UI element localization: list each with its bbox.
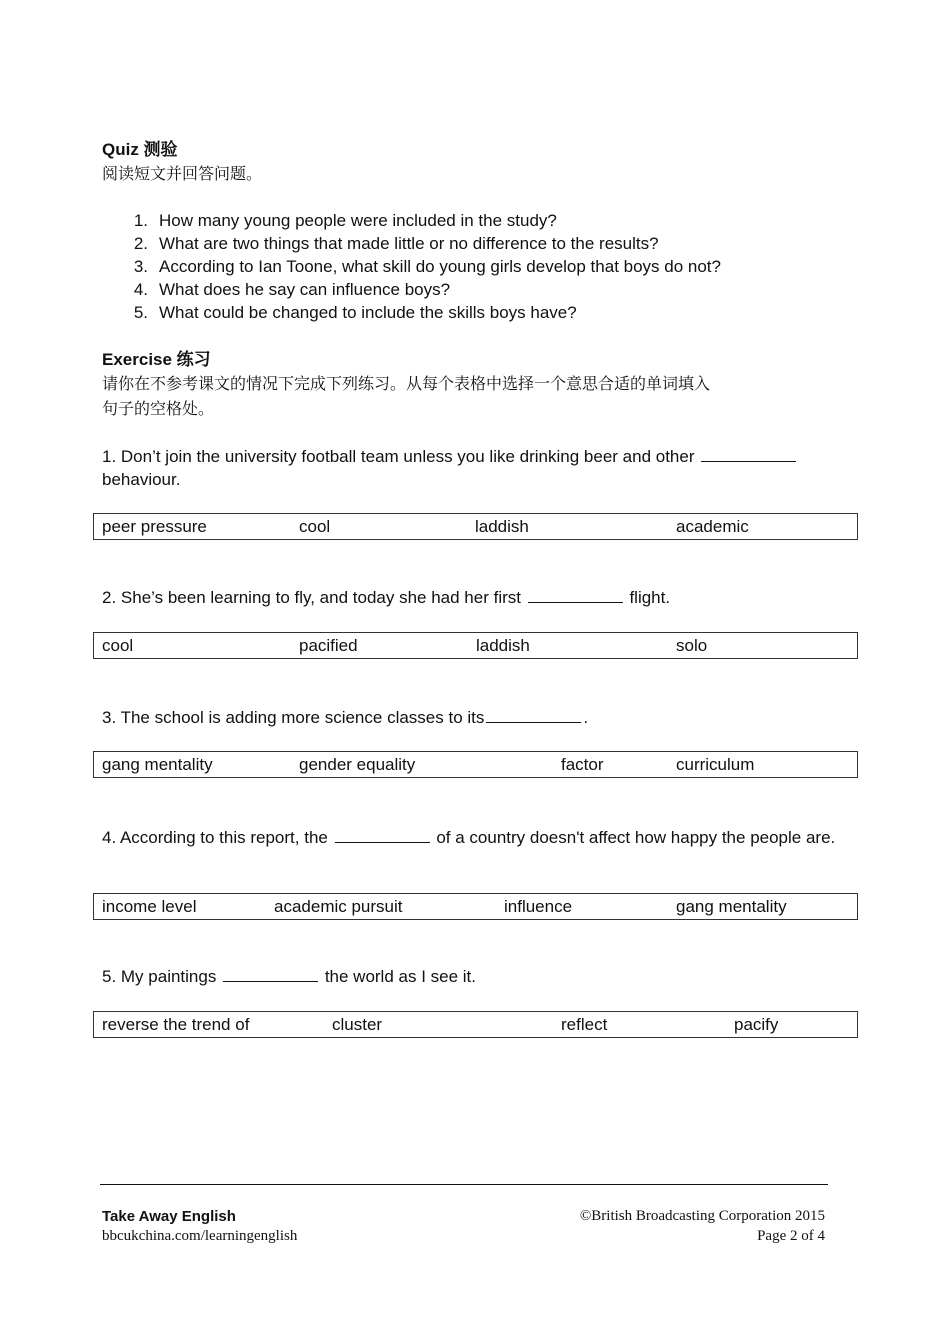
answer-blank <box>223 966 318 982</box>
footer-program-name: Take Away English <box>102 1208 236 1225</box>
exercise-sentence-2: 2. She’s been learning to fly, and today she had her first flight. <box>102 588 671 607</box>
exercise-sentence-3: 3. The school is adding more science classes to its . <box>102 708 589 727</box>
option: gender equality <box>299 755 416 774</box>
option: gang mentality <box>102 755 213 774</box>
option: cool <box>299 517 331 536</box>
option: income level <box>102 897 197 916</box>
option: factor <box>561 755 604 774</box>
quiz-instruction: 阅读短文并回答问题。 <box>102 164 263 183</box>
footer-page-number: Page 2 of 4 <box>757 1228 825 1244</box>
exercise-sentence-1: 1. Don’t join the university football team unless you like drinking beer and other behaviour. <box>102 445 842 491</box>
option: reflect <box>561 1015 608 1034</box>
options-box-1 <box>93 513 858 540</box>
footer-divider <box>100 1184 828 1185</box>
option: influence <box>504 897 573 916</box>
option: cluster <box>332 1015 383 1034</box>
exercise-heading: Exercise 练习 <box>102 350 211 369</box>
options-box-3 <box>93 751 858 778</box>
option: academic <box>676 517 749 536</box>
page: Quiz 测验 阅读短文并回答问题。 1. How many young people were included in the study? 2. What are two things that made little or no difference to the results? 3. According to Ian Toone, what skill do young girls develop that boys do not? 4. What does he say can influence boys? 5. What could be changed to include the skills boys have? Exercise 练习 请你在不参考课文的情况下完成下列练习。从每个表格中选择一个意思合适的单词填入 句子的空格处。 1. Don’t join the university football team unless you like drinking beer and other behaviour. peer pressure cool laddish academic 2. She’s been learning to fly, and today she had her first flight. cool pacified laddish solo 3. The school is adding more science classes to its . gang mentality gender equality factor curriculum 4. According to this report, the of a country doesn't affect how happy the people are. income level academic pursuit influence gang mentality 5. My paintings the world as I see it. reverse the trend of cluster reflect pacify Take Away English bbcukchina.com/learningenglish ©British Broadcasting Corporation 2015 Page 2 of 4 <box>0 0 950 1344</box>
exercise-instruction-line1: 请你在不参考课文的情况下完成下列练习。从每个表格中选择一个意思合适的单词填入 <box>102 374 711 393</box>
quiz-heading: Quiz 测验 <box>102 140 178 159</box>
options-box-2 <box>93 632 858 659</box>
answer-blank <box>528 587 623 603</box>
option: pacified <box>299 636 358 655</box>
options-box-5 <box>93 1011 858 1038</box>
option: pacify <box>734 1015 779 1034</box>
option: gang mentality <box>676 897 787 916</box>
answer-blank <box>701 446 796 462</box>
answer-blank <box>486 707 581 723</box>
option: reverse the trend of <box>102 1015 250 1034</box>
option: curriculum <box>676 755 755 774</box>
exercise-sentence-5: 5. My paintings the world as I see it. <box>102 967 476 986</box>
option: cool <box>102 636 134 655</box>
option: peer pressure <box>102 517 207 536</box>
option: laddish <box>476 636 530 655</box>
option: laddish <box>475 517 529 536</box>
answer-blank <box>335 827 430 843</box>
exercise-sentence-4: 4. According to this report, the of a country doesn't affect how happy the people are. <box>102 828 836 847</box>
options-box-4 <box>93 893 858 920</box>
footer-copyright: ©British Broadcasting Corporation 2015 <box>579 1208 825 1224</box>
option: academic pursuit <box>274 897 403 916</box>
footer-url: bbcukchina.com/learningenglish <box>102 1228 298 1244</box>
exercise-instruction-line2: 句子的空格处。 <box>102 399 215 418</box>
option: solo <box>676 636 708 655</box>
